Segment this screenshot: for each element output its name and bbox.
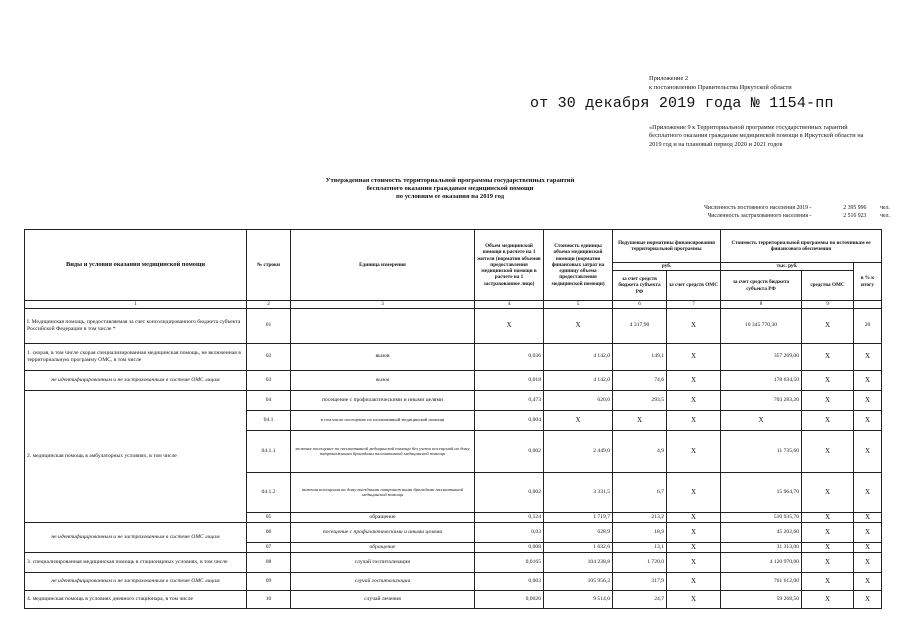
row-pr-oms: X	[802, 552, 854, 572]
col-number: 6	[613, 301, 667, 309]
row-unit: в том числе посещение по паллиативной медицинской помощи	[291, 410, 475, 430]
row-pr-budget: 178 634,50	[721, 370, 802, 390]
row-pc-budget: 149,1	[613, 343, 667, 370]
decree-date-number: от 30 декабря 2019 года № 1154-пп	[530, 95, 834, 112]
row-pr-budget: 761 612,00	[721, 572, 802, 590]
row-no: 04.1	[247, 410, 291, 430]
row-percent: X	[854, 410, 882, 430]
row-pr-oms: X	[802, 370, 854, 390]
row-unit: включая посещение по паллиативной медицинской помощи без учета посещений на дому патронажными бригадами паллиативной медицинской помощи	[291, 430, 475, 472]
row-unit	[291, 308, 475, 343]
row-name: 2. медицинская помощь в амбулаторных условиях, в том числе	[25, 390, 247, 522]
header-per-capita: Подушевые нормативы финансирования территориальной программы	[613, 230, 721, 263]
col-number: 7	[667, 301, 721, 309]
row-pr-oms: X	[802, 308, 854, 343]
header-thousand-rub: тыс. руб.	[721, 263, 854, 271]
population-unit: чел.	[880, 205, 890, 211]
row-volume: 0,036	[475, 343, 544, 370]
row-cost: 2 449,0	[544, 430, 613, 472]
title-line: бесплатного оказания гражданам медицинской помощи	[366, 185, 534, 192]
row-volume: 0,018	[475, 370, 544, 390]
row-pr-budget: 357 269,00	[721, 343, 802, 370]
title-line: Утвержденная стоимость территориальной программы государственных гарантий	[325, 177, 575, 184]
population-value: 2 516 923	[843, 213, 867, 219]
row-cost: 4 142,0	[544, 343, 613, 370]
row-volume: 0,0026	[475, 590, 544, 608]
row-pr-budget: X	[721, 410, 802, 430]
row-volume: 0,124	[475, 512, 544, 522]
row-pc-oms: X	[667, 512, 721, 522]
row-percent: X	[854, 390, 882, 410]
row-volume: 0,0165	[475, 552, 544, 572]
row-pc-budget: 18,9	[613, 522, 667, 542]
row-percent: 20	[854, 308, 882, 343]
row-cost: 1 719,7	[544, 512, 613, 522]
row-no: 01	[247, 308, 291, 343]
row-cost: X	[544, 308, 613, 343]
row-pc-budget: X	[613, 410, 667, 430]
row-no: 08	[247, 552, 291, 572]
row-volume: 0,003	[475, 572, 544, 590]
row-no: 09	[247, 572, 291, 590]
row-pc-budget: 213,2	[613, 512, 667, 522]
appendix-line: к постановлению Правительства Иркутской области	[649, 84, 792, 91]
row-no: 02	[247, 343, 291, 370]
col-number: 9	[802, 301, 854, 309]
row-pc-oms: X	[667, 343, 721, 370]
header-cost: Стоимость единицы объема медицинской помощи (норматив финансовых затрат на единицу объема предоставления медицинской помощи)	[544, 230, 613, 301]
row-unit: вызов	[291, 370, 475, 390]
row-pr-oms: X	[802, 512, 854, 522]
row-percent: X	[854, 512, 882, 522]
table-row	[25, 522, 882, 542]
header-rub: руб.	[613, 263, 721, 271]
row-no: 03	[247, 370, 291, 390]
population-permanent	[630, 204, 890, 212]
row-volume: 0,004	[475, 410, 544, 430]
row-pr-oms: X	[802, 430, 854, 472]
row-pc-oms: X	[667, 572, 721, 590]
col-number: 2	[247, 301, 291, 309]
row-pc-budget: 293,5	[613, 390, 667, 410]
row-no: 07	[247, 542, 291, 552]
row-percent: X	[854, 343, 882, 370]
col-number: 4	[475, 301, 544, 309]
row-pr-budget: 45 202,60	[721, 522, 802, 542]
row-pc-oms: X	[667, 308, 721, 343]
row-percent: X	[854, 572, 882, 590]
row-name: 4. медицинская помощь в условиях дневного стационара, в том числе	[25, 590, 247, 608]
row-no: 04.1.2	[247, 472, 291, 512]
row-volume: 0,002	[475, 472, 544, 512]
row-pc-oms: X	[667, 390, 721, 410]
population-unit: чел.	[880, 213, 890, 219]
row-unit: обращение	[291, 512, 475, 522]
row-pr-budget: 10 345 770,30	[721, 308, 802, 343]
header-program-cost: Стоимость территориальной программы по источникам ее финансового обеспечения	[721, 230, 882, 263]
population-value: 2 395 996	[843, 205, 867, 211]
row-unit: случай лечения	[291, 590, 475, 608]
col-number: 8	[721, 301, 802, 309]
row-no: 10	[247, 590, 291, 608]
row-pc-budget: 6,7	[613, 472, 667, 512]
row-no: 04.1.1	[247, 430, 291, 472]
population-label: Численность постоянного населения 2019 -	[704, 205, 812, 211]
table-row	[25, 590, 882, 608]
row-pc-budget: 74,6	[613, 370, 667, 390]
row-name: I. Медицинская помощь, предоставляемая за счет консолидированного бюджета субъекта Российской Федерации в том числе *	[25, 308, 247, 343]
row-pr-oms: X	[802, 590, 854, 608]
row-pr-budget: 11 735,60	[721, 430, 802, 472]
table-row	[25, 343, 882, 370]
row-name: не идентифицированным и не застрахованным в системе ОМС лицам	[25, 370, 247, 390]
row-pr-budget: 510 935,70	[721, 512, 802, 522]
row-pc-budget: 13,1	[613, 542, 667, 552]
row-unit: включая посещения на дому выездными патронажными бригадами паллиативной медицинской помощи	[291, 472, 475, 512]
row-unit: посещение с профилактическими и иными целями	[291, 522, 475, 542]
row-no: 04	[247, 390, 291, 410]
row-pc-budget: 24,7	[613, 590, 667, 608]
row-volume: 0,008	[475, 542, 544, 552]
row-pc-oms: X	[667, 522, 721, 542]
row-name: не идентифицированным и не застрахованным в системе ОМС лицам	[25, 572, 247, 590]
row-pc-oms: X	[667, 430, 721, 472]
row-percent: X	[854, 472, 882, 512]
row-pc-budget: 4 317,90	[613, 308, 667, 343]
row-pr-oms: X	[802, 390, 854, 410]
row-pc-oms: X	[667, 542, 721, 552]
row-pc-budget: 4,9	[613, 430, 667, 472]
row-volume: 0,03	[475, 522, 544, 542]
row-name: не идентифицированным и не застрахованным в системе ОМС лицам	[25, 522, 247, 552]
row-percent: X	[854, 542, 882, 552]
row-pr-oms: X	[802, 410, 854, 430]
row-volume: 0,002	[475, 430, 544, 472]
row-cost: X	[544, 410, 613, 430]
row-percent: X	[854, 522, 882, 542]
row-pc-oms: X	[667, 472, 721, 512]
col-number: 1	[25, 301, 247, 309]
row-pr-oms: X	[802, 343, 854, 370]
col-number	[854, 301, 882, 309]
row-percent: X	[854, 370, 882, 390]
row-pr-budget: 15 964,70	[721, 472, 802, 512]
header-budget-rf: за счет средств бюджета субъекта РФ	[613, 271, 667, 301]
title-line: по условиям ее оказания на 2019 год	[395, 193, 505, 200]
header-types: Виды и условия оказания медицинской помощи	[25, 230, 247, 301]
header-percent: в % к итогу	[854, 263, 882, 301]
row-cost: 104 238,8	[544, 552, 613, 572]
row-unit: посещение с профилактическими и иными целями	[291, 390, 475, 410]
row-pr-oms: X	[802, 572, 854, 590]
row-pc-oms: X	[667, 590, 721, 608]
row-pr-oms: X	[802, 542, 854, 552]
row-unit: обращение	[291, 542, 475, 552]
row-cost: 620,6	[544, 390, 613, 410]
row-cost: 3 331,5	[544, 472, 613, 512]
annex-reference: «Приложение 9 к Территориальной программе государственных гарантий бесплатного оказания гражданам медицинской помощи в Иркутской области на 2019 год и на плановый период 2020 и 2021 годов	[649, 124, 864, 148]
table-row	[25, 308, 882, 343]
row-unit: случай госпитализации	[291, 552, 475, 572]
row-name: 3. специализированная медицинская помощь в стационарных условиях, в том числе	[25, 552, 247, 572]
header-unit: Единица измерения	[291, 230, 475, 301]
header-budget-rf-2: за счет средств бюджета субъекта РФ	[721, 271, 802, 301]
table-row	[25, 572, 882, 590]
header-row-no: № строки	[247, 230, 291, 301]
row-unit: вызов	[291, 343, 475, 370]
row-percent: X	[854, 590, 882, 608]
row-pr-budget: 59 268,50	[721, 590, 802, 608]
row-cost: 628,9	[544, 522, 613, 542]
header-oms: за счет средств ОМС	[667, 271, 721, 301]
table-row	[25, 370, 882, 390]
header-oms-2: средства ОМС	[802, 271, 854, 301]
row-percent: X	[854, 430, 882, 472]
population-info	[630, 204, 890, 220]
row-pr-budget: 31 313,00	[721, 542, 802, 552]
row-cost: 4 142,0	[544, 370, 613, 390]
row-pc-oms: X	[667, 410, 721, 430]
row-name: 1. скорая, в том числе скорая специализированная медицинская помощь, не включенная в территориальную программу ОМС, в том числе	[25, 343, 247, 370]
table-row	[25, 390, 882, 410]
appendix-line: Приложение 2	[649, 75, 689, 82]
population-label: Численность застрахованного населения -	[707, 213, 812, 219]
row-pc-budget: 1 720,0	[613, 552, 667, 572]
document-title	[290, 177, 610, 201]
row-percent: X	[854, 552, 882, 572]
row-volume: 0,473	[475, 390, 544, 410]
row-cost: 9 514,0	[544, 590, 613, 608]
appendix-header	[649, 74, 792, 92]
row-pc-oms: X	[667, 370, 721, 390]
row-pr-budget: 4 120 970,00	[721, 552, 802, 572]
row-pr-budget: 703 283,20	[721, 390, 802, 410]
row-pc-oms: X	[667, 552, 721, 572]
row-pc-budget: 317,9	[613, 572, 667, 590]
header-volume: Объем медицинской помощи в расчете на 1 жителя (норматив объемов предоставления медицинской помощи в расчете на 1 застрахованное лицо)	[475, 230, 544, 301]
row-no: 05	[247, 512, 291, 522]
population-insured	[630, 212, 890, 220]
row-pr-oms: X	[802, 472, 854, 512]
cost-table	[24, 229, 882, 609]
row-cost: 1 632,6	[544, 542, 613, 552]
row-volume: X	[475, 308, 544, 343]
table-row	[25, 552, 882, 572]
row-no: 06	[247, 522, 291, 542]
col-number: 5	[544, 301, 613, 309]
row-pr-oms: X	[802, 522, 854, 542]
row-unit: случай госпитализации	[291, 572, 475, 590]
col-number: 3	[291, 301, 475, 309]
row-cost: 105 956,2	[544, 572, 613, 590]
